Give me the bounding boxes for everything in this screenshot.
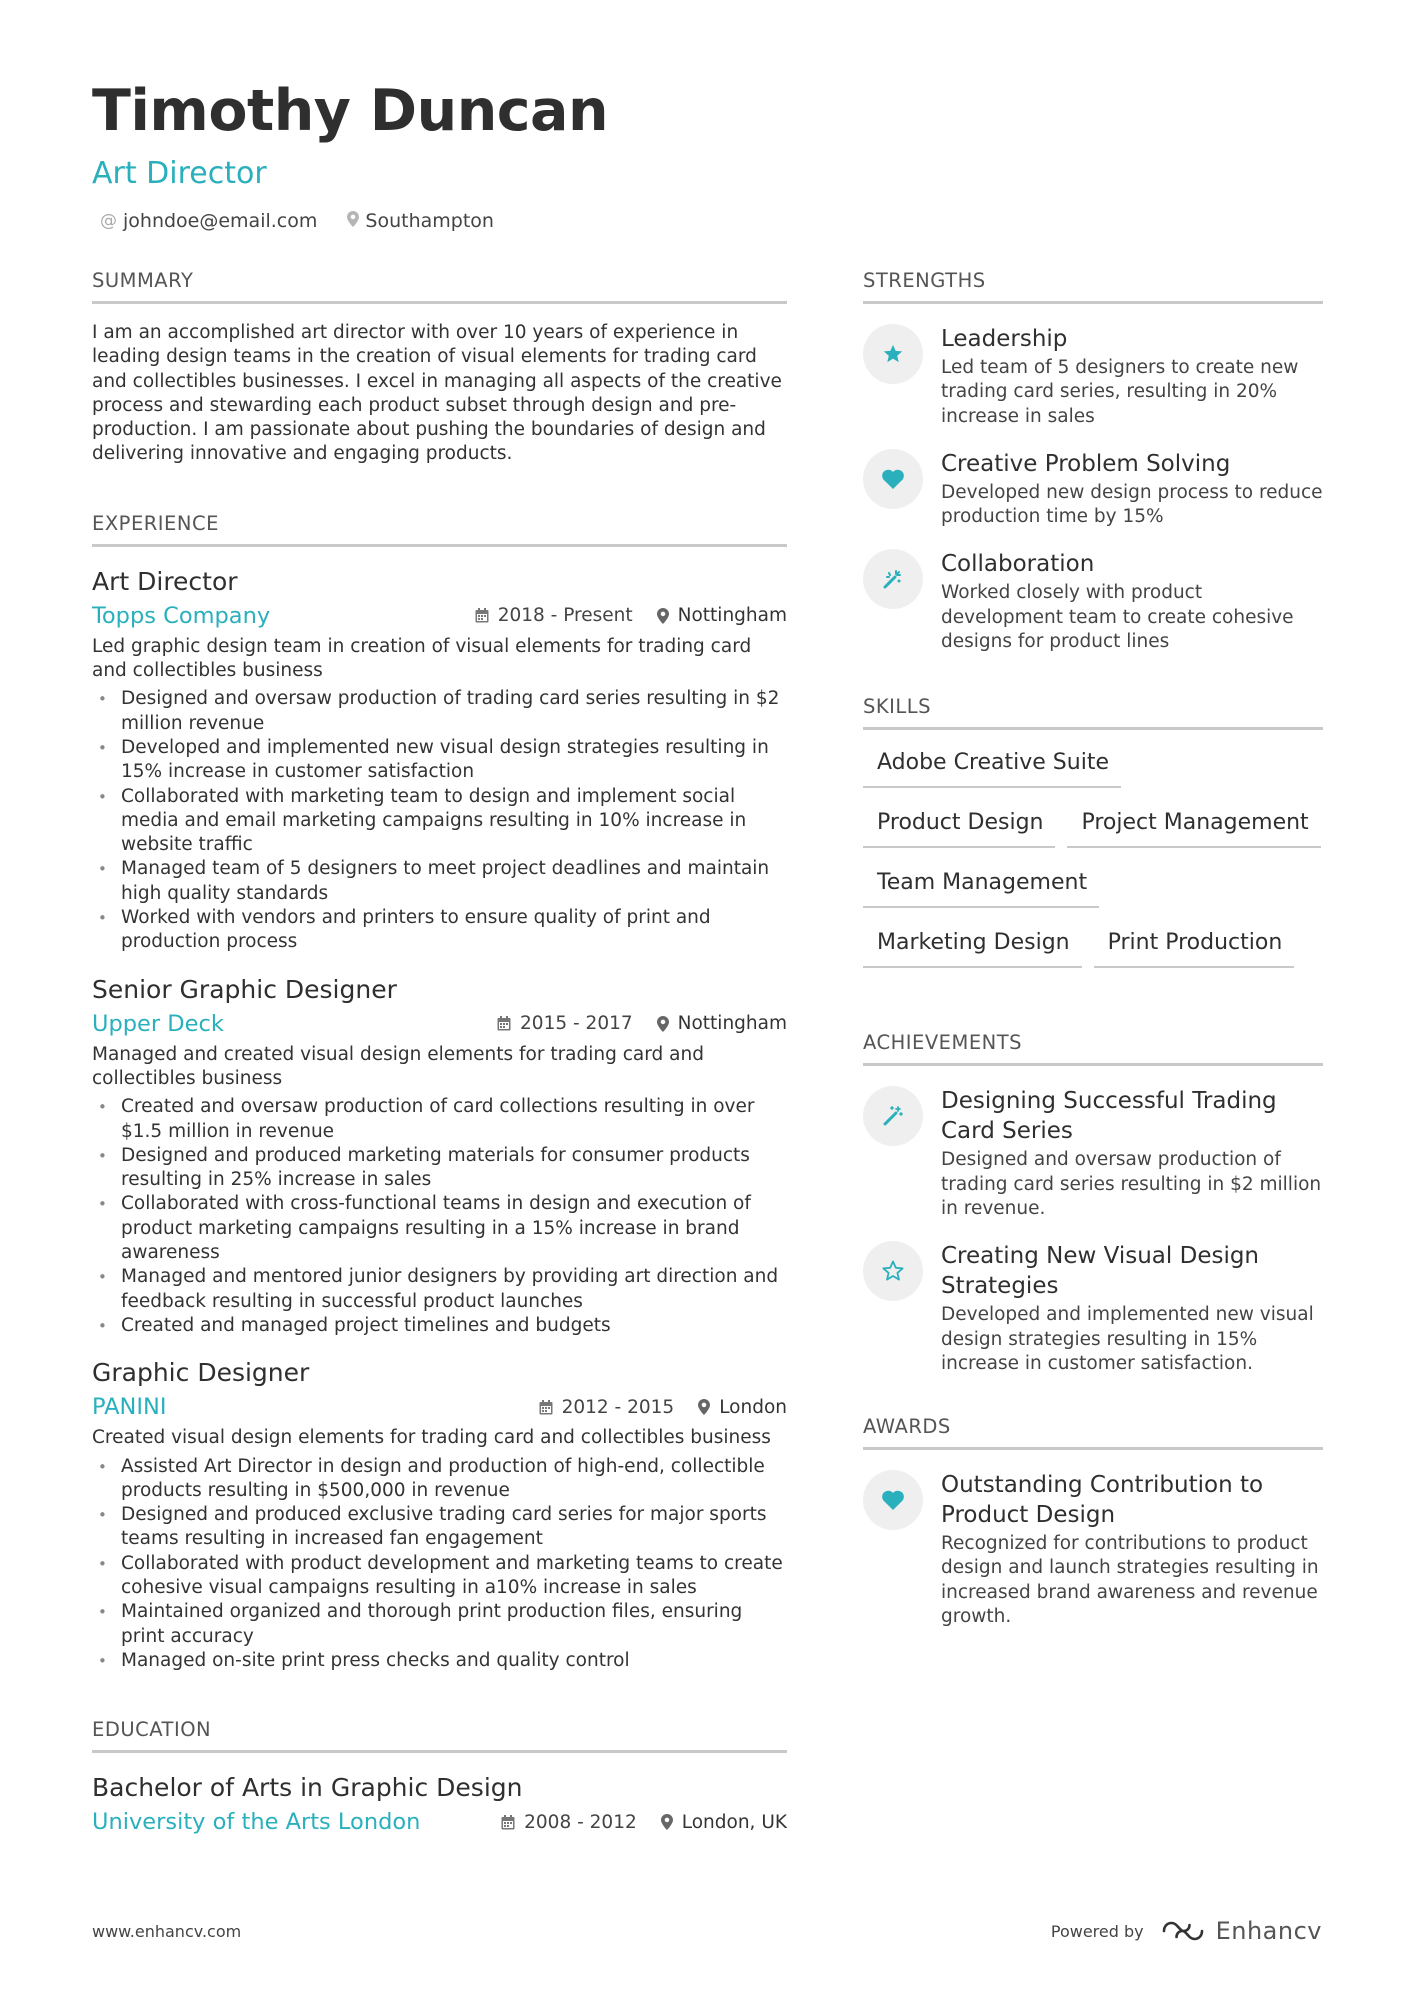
calendar-icon — [539, 1400, 553, 1415]
enhancv-logo-text: Enhancv — [1215, 1917, 1322, 1945]
star-outline-icon — [863, 1241, 923, 1301]
job-role: Art Director — [92, 566, 238, 596]
summary-text: I am an accomplished art director with over 10 years of experience in leading design teams in the creation of visual elements for trading card and collectibles businesses. I excel in managing all aspects of the creative process and stewarding each product subset through design and pre-production. I am passionate about pushing the boundaries of design and delivering innovative and engaging products. — [92, 322, 782, 465]
skill-tag: Marketing Design — [863, 928, 1082, 968]
award-item-body — [941, 1470, 1323, 1629]
job-role: Senior Graphic Designer — [92, 974, 397, 1004]
achievement-item-text: Designed and oversaw production of trading card series resulting in $2 million in revenue. — [941, 1149, 1322, 1219]
bullet-item: • Developed and implemented new visual design strategies resulting in 15% increase in customer satisfaction — [92, 736, 787, 785]
right-column — [863, 268, 1323, 1629]
experience-entry — [92, 1356, 787, 1673]
bullet-item: • Worked with vendors and printers to ensure quality of print and production process — [92, 906, 787, 955]
education-location-text: London, UK — [681, 1811, 787, 1833]
company-name: Upper Deck — [92, 1010, 224, 1037]
strength-item — [863, 449, 1323, 530]
job-dates — [497, 1013, 633, 1034]
enhancv-logo[interactable] — [1160, 1917, 1322, 1945]
awards-list — [863, 1470, 1323, 1629]
job-dates-text: 2018 - Present — [497, 605, 633, 627]
location-pin-icon — [347, 211, 359, 232]
experience-entry — [92, 973, 787, 1339]
education-location — [661, 1812, 787, 1833]
bullet-item: • Created and managed project timelines and budgets — [92, 1314, 787, 1338]
strength-item — [863, 549, 1323, 654]
award-item-title: Outstanding Contribution to Product Design — [941, 1472, 1264, 1529]
bullet-item: • Collaborated with cross-functional teams in design and execution of product marketing campaigns resulting in a 15% increase in brand awareness — [92, 1192, 787, 1265]
summary-heading: SUMMARY — [92, 268, 787, 304]
job-dates-text: 2015 - 2017 — [520, 1013, 633, 1035]
location-pin-icon — [698, 1399, 710, 1415]
bullet-item: • Managed team of 5 designers to meet project deadlines and maintain high quality standards — [92, 857, 787, 906]
calendar-icon — [501, 1815, 515, 1830]
strength-item-title: Leadership — [941, 326, 1068, 352]
footer-site-link[interactable]: www.enhancv.com — [92, 1921, 242, 1941]
job-bullets — [92, 687, 787, 954]
strength-item-title: Collaboration — [941, 551, 1095, 578]
strength-item-text: Worked closely with product development team to create cohesive designs for product lines — [941, 582, 1294, 653]
candidate-name: Timothy Duncan — [92, 78, 609, 144]
calendar-icon — [497, 1016, 511, 1031]
achievement-item-text: Developed and implemented new visual design strategies resulting in 15% increase in customer satisfaction. — [941, 1304, 1314, 1374]
magic-wand-icon — [863, 1086, 923, 1146]
achievement-item — [863, 1241, 1323, 1376]
bullet-item: • Managed and mentored junior designers by providing art direction and feedback resulting in successful product launches — [92, 1265, 787, 1314]
strength-item — [863, 324, 1323, 429]
strength-item-body — [941, 324, 1323, 429]
job-location-text: Nottingham — [677, 1013, 787, 1035]
job-bullets — [92, 1095, 787, 1338]
job-description: Led graphic design team in creation of visual elements for trading card and collectibles business — [92, 635, 752, 682]
skill-tag: Team Management — [863, 868, 1099, 908]
skill-tag: Print Production — [1094, 928, 1295, 968]
enhancv-logo-icon — [1160, 1919, 1206, 1943]
job-dates — [539, 1397, 675, 1418]
job-bullets — [92, 1455, 787, 1674]
job-meta — [539, 1397, 787, 1418]
skill-tag: Product Design — [863, 808, 1055, 848]
education-meta-row — [92, 1807, 787, 1837]
strength-item-body — [941, 449, 1323, 530]
job-description: Managed and created visual design elements for trading card and collectibles business — [92, 1043, 704, 1089]
job-location-text: Nottingham — [677, 605, 787, 627]
heart-icon — [863, 1470, 923, 1530]
job-location — [657, 1013, 787, 1034]
education-dates-text: 2008 - 2012 — [524, 1811, 637, 1833]
job-dates-text: 2012 - 2015 — [561, 1396, 675, 1418]
job-location-text: London — [719, 1396, 787, 1418]
job-location — [698, 1397, 787, 1418]
email-text: johndoe@email.com — [123, 210, 318, 232]
education-meta — [501, 1812, 787, 1833]
job-meta-row — [92, 1009, 787, 1039]
bullet-item: • Assisted Art Director in design and production of high-end, collectible products resulting in $500,000 in revenue — [92, 1455, 787, 1504]
job-description: Created visual design elements for trading card and collectibles business — [92, 1427, 771, 1449]
education-dates — [501, 1812, 637, 1833]
job-meta-row — [92, 601, 787, 631]
job-meta — [475, 605, 787, 626]
achievement-item-body — [941, 1086, 1323, 1221]
contact-location — [347, 210, 494, 232]
contact-row — [92, 210, 1322, 232]
experience-heading: EXPERIENCE — [92, 511, 787, 547]
star-icon — [863, 324, 923, 384]
bullet-item: • Collaborated with product development and marketing teams to create cohesive visual campaigns resulting in a10% increase in sales — [92, 1552, 787, 1601]
calendar-icon — [475, 608, 489, 623]
contact-email[interactable] — [100, 210, 317, 232]
achievement-item-title: Designing Successful Trading Card Series — [941, 1088, 1277, 1145]
job-dates — [475, 605, 633, 626]
skill-tag: Project Management — [1067, 808, 1320, 848]
wand-icon — [863, 549, 923, 609]
education-heading: EDUCATION — [92, 1717, 787, 1753]
achievements-heading: ACHIEVEMENTS — [863, 1030, 1323, 1066]
footer — [92, 1917, 1322, 1945]
left-column — [92, 268, 787, 1837]
bullet-item: • Designed and produced exclusive trading card series for major sports teams resulting in increased fan engagement — [92, 1503, 787, 1552]
company-name: PANINI — [92, 1394, 167, 1421]
location-text: Southampton — [365, 210, 494, 232]
bullet-item: • Created and oversaw production of card collections resulting in over $1.5 million in revenue — [92, 1095, 787, 1144]
award-item — [863, 1470, 1323, 1629]
location-pin-icon — [657, 608, 669, 624]
location-pin-icon — [661, 1814, 673, 1830]
bullet-item: • Designed and produced marketing materials for consumer products resulting in 25% increase in sales — [92, 1144, 787, 1193]
bullet-item: • Maintained organized and thorough print production files, ensuring print accuracy — [92, 1600, 787, 1649]
achievement-item — [863, 1086, 1323, 1221]
strength-item-text: Developed new design process to reduce production time by 15% — [941, 481, 1323, 528]
bullet-item: • Collaborated with marketing team to design and implement social media and email marketing campaigns resulting in 10% increase in website traffic — [92, 785, 787, 858]
location-pin-icon — [657, 1016, 669, 1032]
education-entry — [92, 1771, 787, 1837]
heart-icon — [863, 449, 923, 509]
powered-by — [1051, 1917, 1322, 1945]
strengths-heading: STRENGTHS — [863, 268, 1323, 304]
award-item-text: Recognized for contributions to product design and launch strategies resulting in increased brand awareness and revenue growth. — [941, 1533, 1319, 1628]
job-role: Graphic Designer — [92, 1358, 310, 1388]
experience-entry — [92, 565, 787, 955]
school: University of the Arts London — [92, 1809, 421, 1836]
strength-item-body — [941, 549, 1323, 654]
skill-tag: Adobe Creative Suite — [863, 748, 1121, 788]
strength-item-text: Led team of 5 designers to create new trading card series, resulting in 20% increase in sales — [941, 357, 1299, 427]
degree: Bachelor of Arts in Graphic Design — [92, 1773, 523, 1803]
achievement-item-body — [941, 1241, 1323, 1376]
strengths-list — [863, 324, 1323, 654]
strength-item-title: Creative Problem Solving — [941, 450, 1231, 477]
bullet-item: • Managed on-site print press checks and quality control — [92, 1649, 787, 1673]
powered-by-text: Powered by — [1050, 1921, 1144, 1941]
skills-list — [863, 748, 1323, 968]
resume-header — [92, 78, 1322, 232]
company-name: Topps Company — [92, 602, 271, 629]
candidate-title: Art Director — [92, 156, 267, 191]
job-meta — [497, 1013, 787, 1034]
at-icon: @ — [100, 211, 117, 231]
job-location — [657, 605, 787, 626]
bullet-item: • Designed and oversaw production of trading card series resulting in $2 million revenue — [92, 687, 787, 736]
skills-heading: SKILLS — [863, 694, 1323, 730]
experience-list — [92, 565, 787, 1673]
awards-heading: AWARDS — [863, 1414, 1323, 1450]
achievements-list — [863, 1086, 1323, 1376]
achievement-item-title: Creating New Visual Design Strategies — [941, 1243, 1260, 1300]
job-meta-row — [92, 1392, 787, 1422]
